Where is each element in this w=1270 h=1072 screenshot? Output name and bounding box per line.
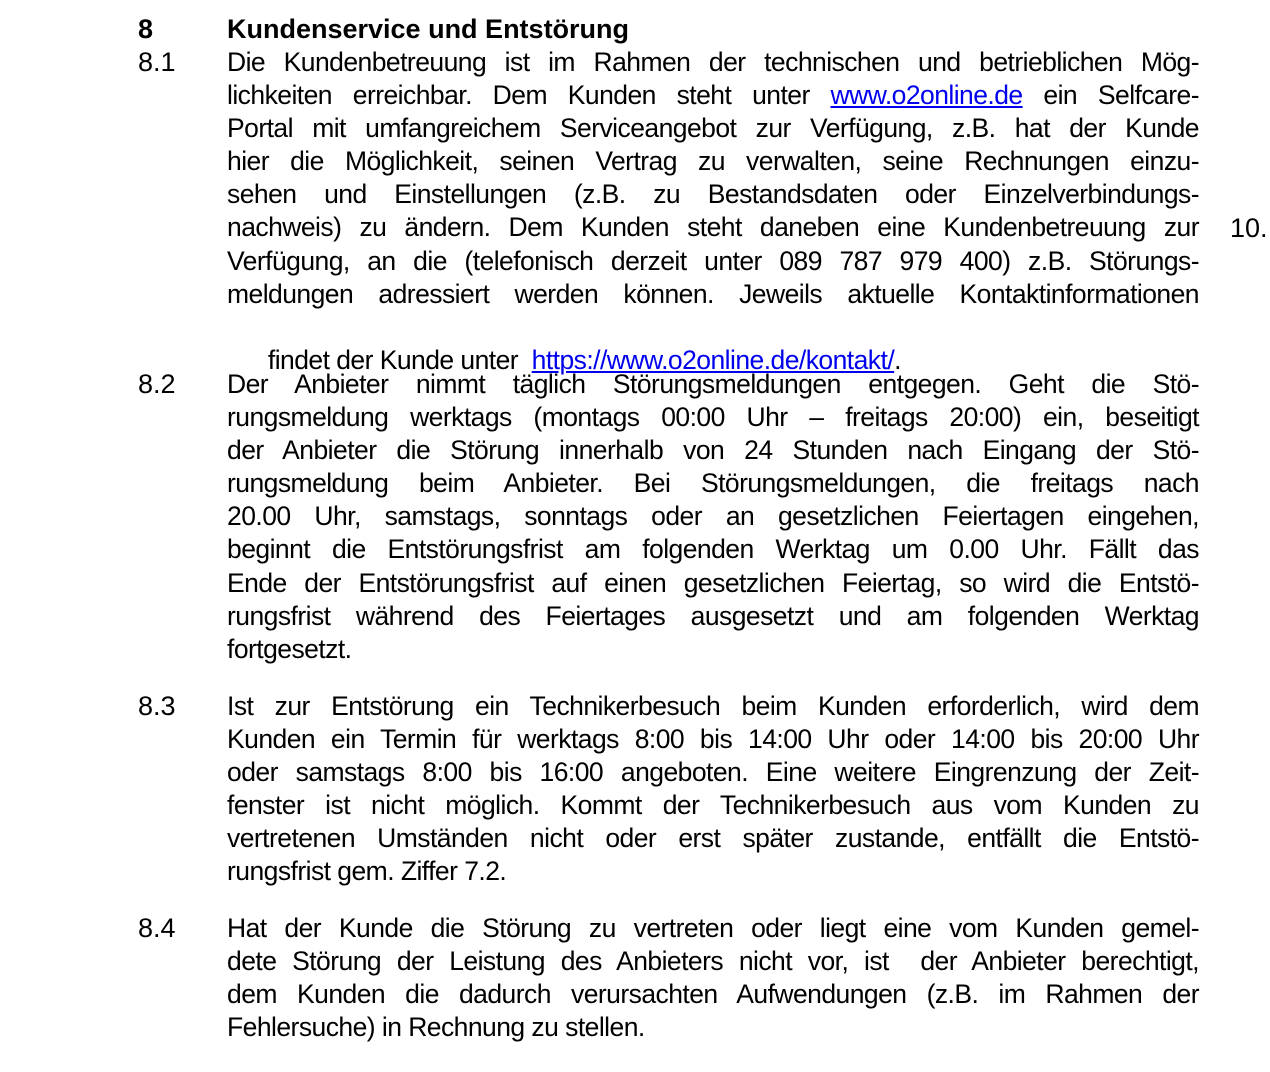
clause-8-2 [227,368,1199,666]
text-line: rungsfrist während des Feiertages ausgesetzt und am folgenden Werktag [227,600,1199,631]
text-line: Hat der Kunde die Störung zu vertreten oder liegt eine vom Kunden gemel- [227,913,1199,943]
text-line: Kunden ein Termin für werktags 8:00 bis 14:00 Uhr oder 14:00 bis 20:00 Uhr [227,724,1199,755]
text-line: dete Störung der Leistung des Anbieters nicht vor, ist der Anbieter berechtigt, [227,946,1199,977]
text-fragment: . [894,344,901,375]
text-line: Der Anbieter nimmt täglich Störungsmeldungen entgegen. Geht die Stö- [227,369,1199,399]
text-line: Verfügung, an die (telefonisch derzeit unter 089 787 979 400) z.B. Störungs- [227,245,1199,276]
text-line: nachweis) zu ändern. Dem Kunden steht daneben eine Kundenbetreuung zur [227,212,1199,243]
text-line: Ende der Entstörungsfrist auf einen gesetzlichen Feiertag, so wird die Entstö- [227,567,1199,598]
text-line: hier die Möglichkeit, seinen Vertrag zu verwalten, seine Rechnungen einzu- [227,146,1199,177]
margin-note: 10. [1230,213,1268,243]
text-line: oder samstags 8:00 bis 16:00 angeboten. Eine weitere Eingrenzung der Zeit- [227,757,1199,788]
o2online-link[interactable]: www.o2online.de [830,80,1023,111]
text-fragment: lichkeiten erreichbar. Dem Kunden steht unter [227,80,831,111]
section-number: 8 [138,14,154,44]
text-line: dem Kunden die dadurch verursachten Aufwendungen (z.B. im Rahmen der [227,979,1199,1010]
text-line: vertretenen Umständen nicht oder erst später zustande, entfällt die Entstö- [227,823,1199,854]
text-line: rungsfrist gem. Ziffer 7.2. [227,856,507,887]
text-line: der Anbieter die Störung innerhalb von 24 Stunden nach Eingang der Stö- [227,435,1199,466]
text-line: Die Kundenbetreuung ist im Rahmen der technischen und betrieblichen Mög- [227,47,1199,77]
clause-8-3 [227,690,1199,889]
text-line: Portal mit umfangreichem Serviceangebot zur Verfügung, z.B. hat der Kunde [227,113,1199,144]
text-line: fenster ist nicht möglich. Kommt der Technikerbesuch aus vom Kunden zu [227,790,1199,821]
kontakt-link[interactable]: https://www.o2online.de/kontakt/ [531,344,895,375]
text-line: fortgesetzt. [227,633,352,664]
text-fragment: ein Selfcare- [1022,80,1199,111]
text-line: Ist zur Entstörung ein Technikerbesuch beim Kunden erforderlich, wird dem [227,691,1199,721]
section-title: Kundenservice und Entstörung [227,14,630,44]
text-line [227,79,1199,112]
clause-8-4 [227,912,1199,1044]
text-fragment: findet der Kunde unter [267,344,532,375]
text-line: sehen und Einstellungen (z.B. zu Bestandsdaten oder Einzelverbindungs- [227,179,1199,210]
text-line: rungsmeldung beim Anbieter. Bei Störungsmeldungen, die freitags nach [227,468,1199,499]
text-line: rungsmeldung werktags (montags 00:00 Uhr – freitags 20:00) ein, beseitigt [227,402,1199,433]
clause-number-8-3: 8.3 [138,691,176,721]
text-line: 20.00 Uhr, samstags, sonntags oder an gesetzlichen Feiertagen eingehen, [227,501,1199,532]
clause-number-8-4: 8.4 [138,913,176,943]
text-line: Fehlersuche) in Rechnung zu stellen. [227,1012,645,1043]
clause-number-8-1: 8.1 [138,47,176,77]
clause-8-1 [227,46,1199,375]
clause-number-8-2: 8.2 [138,369,176,399]
text-line [227,311,1199,375]
text-line: beginnt die Entstörungsfrist am folgenden Werktag um 0.00 Uhr. Fällt das [227,534,1199,565]
text-line: meldungen adressiert werden können. Jeweils aktuelle Kontaktinformationen [227,278,1199,309]
